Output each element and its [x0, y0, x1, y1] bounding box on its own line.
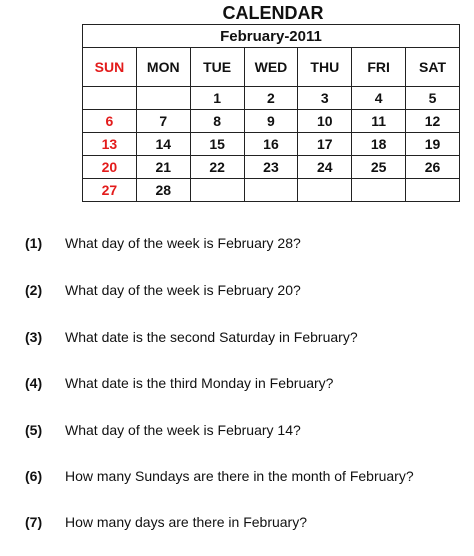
weekday-header-wed: WED	[244, 48, 298, 87]
question-number: (6)	[25, 468, 43, 484]
week-row	[83, 133, 460, 156]
question-number: (2)	[25, 282, 43, 298]
date-cell: 13	[83, 133, 137, 156]
date-cell: 10	[298, 110, 352, 133]
date-cell: 8	[190, 110, 244, 133]
date-cell	[298, 179, 352, 202]
date-cell: 6	[83, 110, 137, 133]
date-cell: 4	[352, 87, 406, 110]
question-text: What day of the week is February 20?	[65, 282, 301, 298]
week-row	[83, 87, 460, 110]
date-cell: 19	[406, 133, 460, 156]
date-cell	[190, 179, 244, 202]
date-cell: 25	[352, 156, 406, 179]
question-number: (3)	[25, 329, 43, 345]
date-cell: 18	[352, 133, 406, 156]
weekday-header-row	[83, 48, 460, 87]
question-text: What date is the second Saturday in February?	[65, 329, 358, 345]
date-cell: 7	[136, 110, 190, 133]
date-cell: 2	[244, 87, 298, 110]
date-cell: 23	[244, 156, 298, 179]
date-cell	[136, 87, 190, 110]
date-cell: 1	[190, 87, 244, 110]
week-row	[83, 179, 460, 202]
question-text: How many days are there in February?	[65, 514, 307, 530]
weekday-header-mon: MON	[136, 48, 190, 87]
weekday-header-tue: TUE	[190, 48, 244, 87]
date-cell: 24	[298, 156, 352, 179]
date-cell: 3	[298, 87, 352, 110]
date-cell: 5	[406, 87, 460, 110]
question-number: (4)	[25, 375, 43, 391]
weekday-header-sat: SAT	[406, 48, 460, 87]
week-row	[83, 110, 460, 133]
weekday-header-thu: THU	[298, 48, 352, 87]
question-item	[0, 419, 474, 441]
weekday-header-fri: FRI	[352, 48, 406, 87]
question-item	[0, 372, 474, 394]
question-number: (7)	[25, 514, 43, 530]
date-cell: 26	[406, 156, 460, 179]
date-cell: 20	[83, 156, 137, 179]
question-item	[0, 465, 474, 487]
question-item	[0, 511, 474, 533]
question-text: What date is the third Monday in February?	[65, 375, 334, 391]
date-cell: 27	[83, 179, 137, 202]
question-text: What day of the week is February 14?	[65, 422, 301, 438]
month-label: February-2011	[83, 25, 460, 48]
date-cell	[244, 179, 298, 202]
date-cell: 9	[244, 110, 298, 133]
question-text: What day of the week is February 28?	[65, 235, 301, 251]
date-cell: 12	[406, 110, 460, 133]
question-number: (1)	[25, 235, 43, 251]
weekday-header-sun: SUN	[83, 48, 137, 87]
date-cell: 22	[190, 156, 244, 179]
date-cell: 14	[136, 133, 190, 156]
date-cell: 15	[190, 133, 244, 156]
date-cell	[352, 179, 406, 202]
date-cell: 21	[136, 156, 190, 179]
calendar-table	[82, 24, 460, 202]
question-item	[0, 279, 474, 301]
date-cell	[83, 87, 137, 110]
date-cell: 28	[136, 179, 190, 202]
week-row	[83, 156, 460, 179]
question-number: (5)	[25, 422, 43, 438]
question-item	[0, 232, 474, 254]
date-cell: 16	[244, 133, 298, 156]
month-row	[83, 25, 460, 48]
date-cell: 11	[352, 110, 406, 133]
question-text: How many Sundays are there in the month of February?	[65, 468, 414, 484]
date-cell: 17	[298, 133, 352, 156]
calendar-title: CALENDAR	[222, 3, 324, 23]
question-item	[0, 326, 474, 348]
date-cell	[406, 179, 460, 202]
